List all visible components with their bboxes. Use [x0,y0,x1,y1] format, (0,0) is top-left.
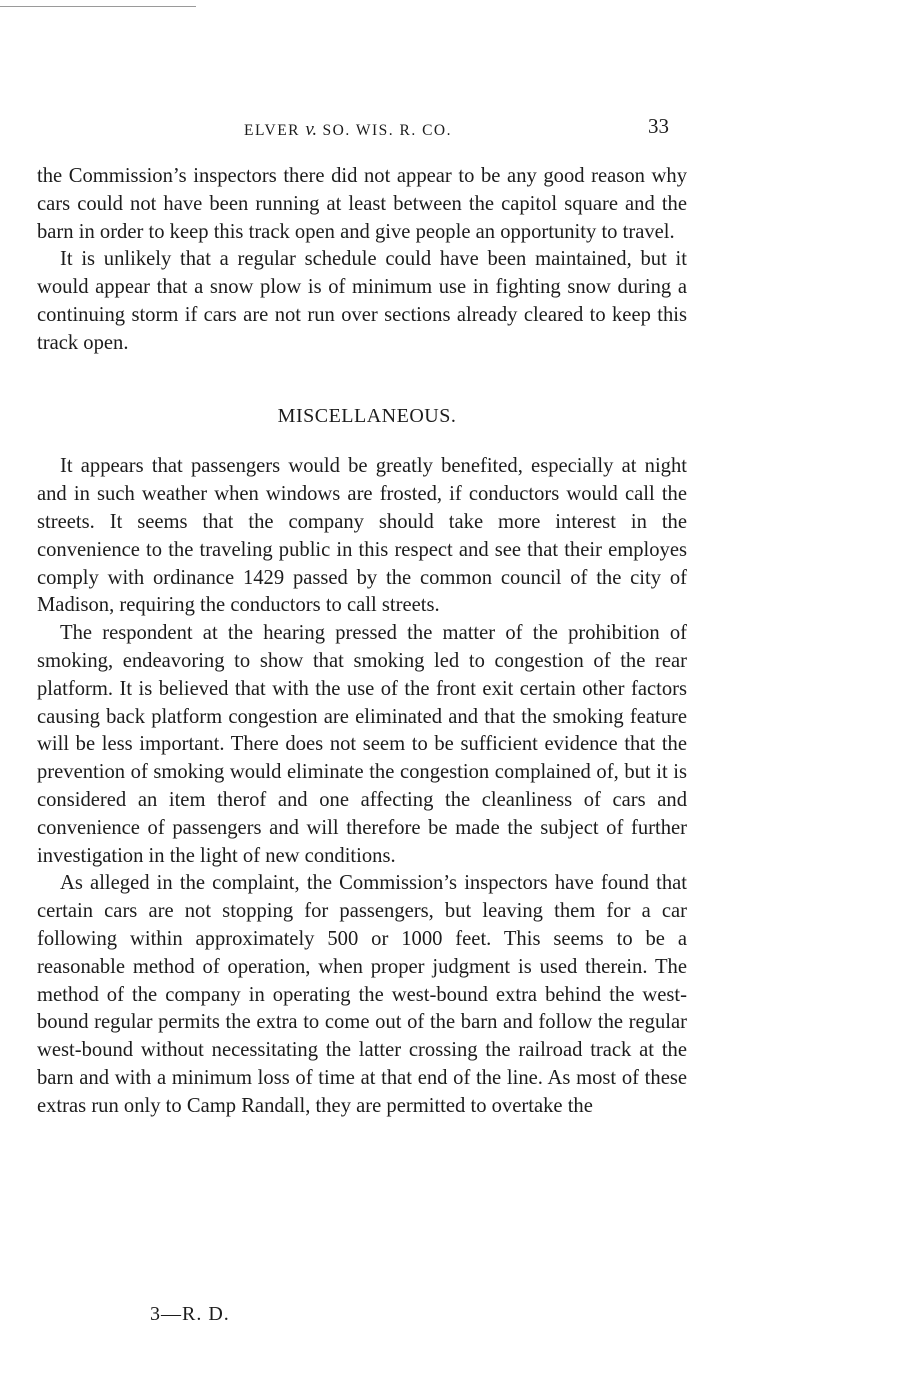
paragraph-stopping: As alleged in the complaint, the Commission’s inspectors have found that certain cars are not stopping for passengers, but leaving them for a car following within approximately 500 or 1000 feet. This seems to be a reasonable method of operation, when proper judgment is used therein. The method of the company in operating the west-bound extra behind the westbound regular permits the extra to come out of the barn and follow the regular west-bound without necessitating the latter crossing the railroad track at the barn and with a minimum loss of time at that end of the line. As most of these extras run only to Camp Randall, they are permitted to overtake the [37,872,687,1117]
running-title-case-name: ELVER [244,122,301,139]
page-number: 33 [648,114,669,138]
running-title [244,119,452,141]
paragraph-call-streets: It appears that passengers would be greatly benefited, especially at night and in such weather when windows are frosted, if conductors would call the streets. It seems that the company should take more interest in the convenience to the traveling public in this respect and see that their employes comply with ordinance 1429 passed by the common council of the city of Madison, requiring the conductors to call streets. [37,455,687,617]
paragraph-continued: the Commission’s inspectors there did not appear to be any good reason why cars could not have been running at least between the capitol square and the barn in order to keep this track open and give people an opportunity to travel. [37,165,687,243]
top-edge-rule [0,6,196,7]
running-head [0,114,897,144]
paragraph-snow-plow: It is unlikely that a regular schedule could have been maintained, but it would appear that a snow plow is of minimum use in fighting snow during a continuing storm if cars are not run over sections already cleared to keep this track open. [37,248,687,354]
running-title-respondent: SO. WIS. R. CO. [322,122,452,139]
running-title-versus: v. [305,119,318,140]
section-heading: MISCELLANEOUS. [277,404,457,427]
paragraph-smoking: The respondent at the hearing pressed the matter of the prohibition of smoking, endeavoring to show that smoking led to congestion of the rear platform. It is believed that with the use of the front exit certain other factors causing back platform congestion are eliminated and that the smoking feature will be less important. There does not seem to be sufficient evidence that the prevention of smoking would eliminate the congestion complained of, but it is considered an item therof and one affecting the cleanliness of cars and convenience of passengers and will therefore be made the subject of further investigation in the light of new conditions. [37,622,687,867]
signature-mark: 3—R. D. [150,1303,230,1325]
body-text [37,163,687,1121]
